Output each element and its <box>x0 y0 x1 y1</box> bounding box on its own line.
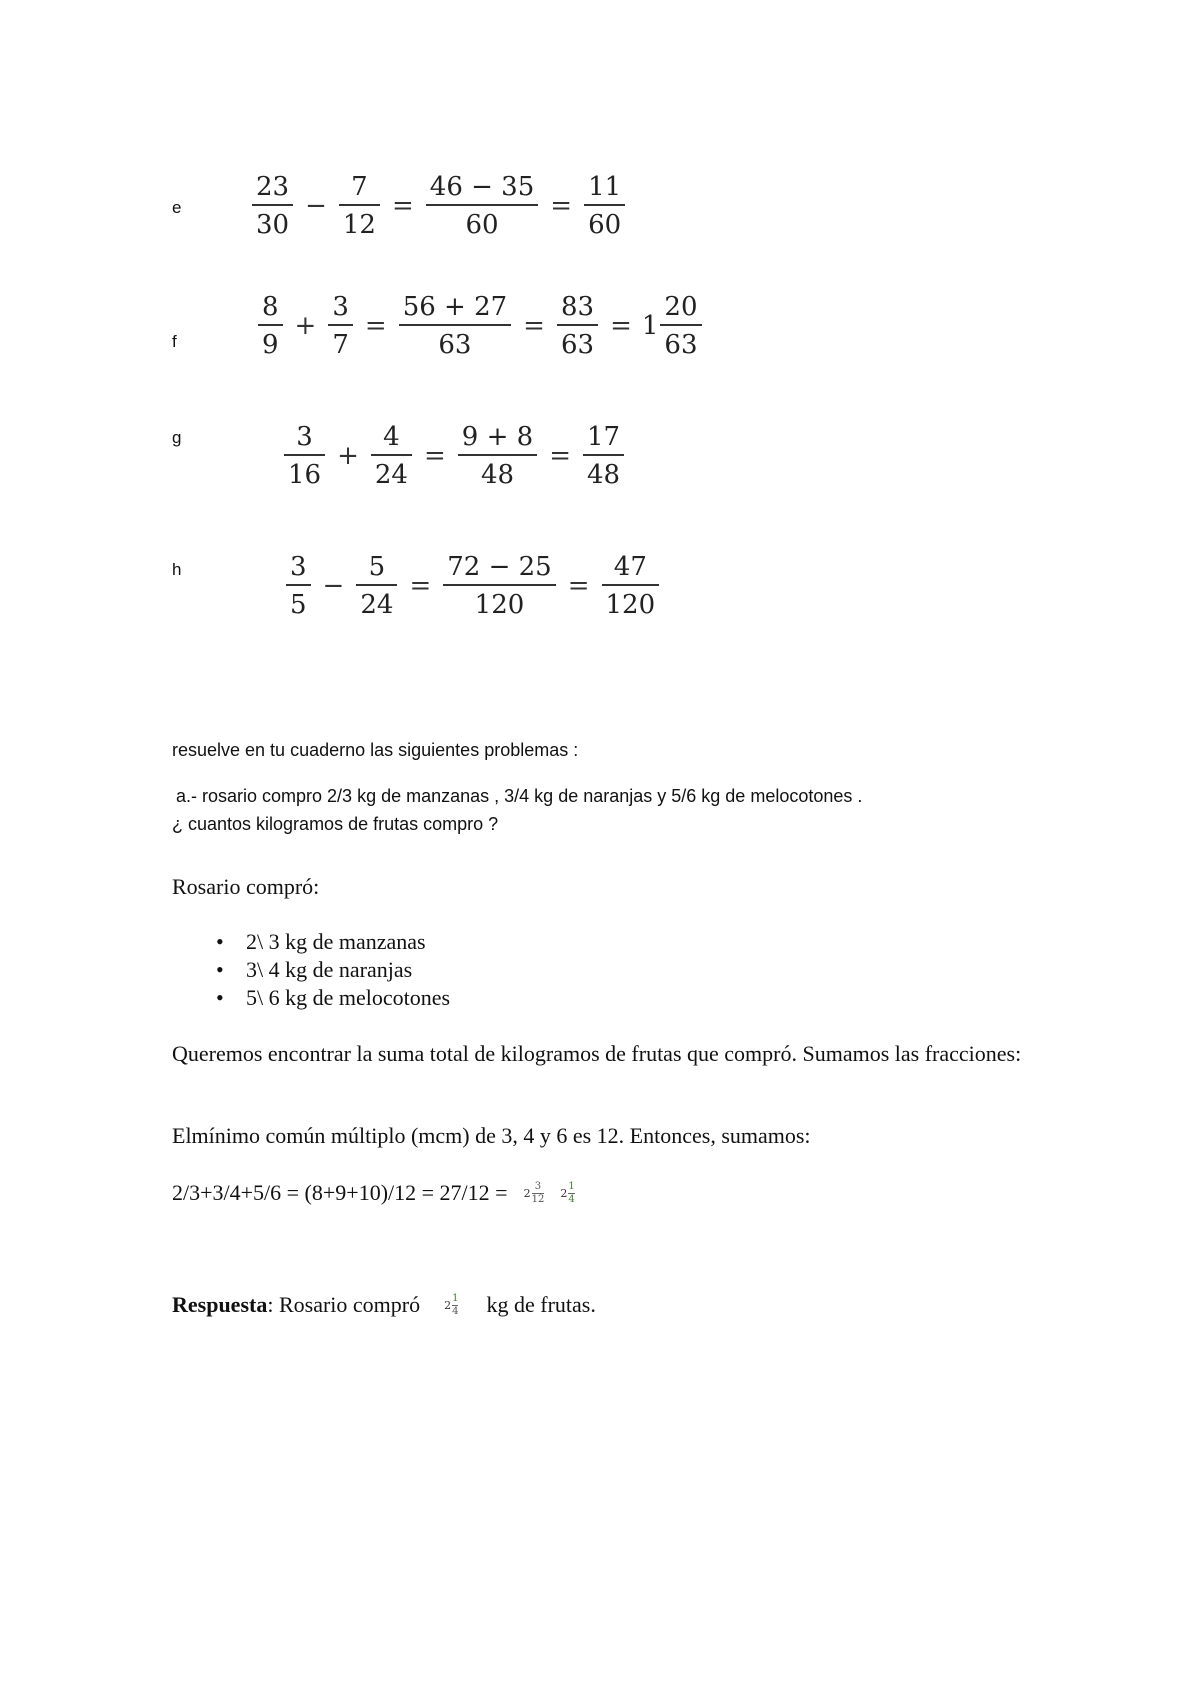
answer-label: Respuesta <box>172 1292 268 1317</box>
operator: − <box>322 571 345 601</box>
bullet-icon: • <box>216 985 224 1010</box>
numerator: 3 <box>290 552 307 582</box>
numerator: 47 <box>613 552 647 582</box>
denominator: 5 <box>290 590 307 620</box>
list-item: • 2\ 3 kg de manzanas <box>216 929 426 954</box>
denominator: 24 <box>374 460 408 490</box>
solution-paragraph-2: Elmínimo común múltiplo (mcm) de 3, 4 y 6 es 12. Entonces, sumamos: <box>172 1123 811 1148</box>
fraction <box>252 174 293 238</box>
numerator: 5 <box>368 552 386 582</box>
answer-tail: kg de frutas. <box>486 1292 596 1317</box>
denominator: 63 <box>664 330 698 360</box>
fraction <box>371 424 412 488</box>
exercise-label: g <box>172 428 182 447</box>
mixed-number: 2 3 12 <box>523 1180 545 1205</box>
denominator: 12 <box>342 210 376 240</box>
fraction <box>258 294 283 358</box>
denominator: 48 <box>480 460 515 490</box>
denominator: 24 <box>360 590 394 620</box>
numerator: 72 − 25 <box>447 552 552 582</box>
denominator: 16 <box>288 460 322 490</box>
list-item: • 5\ 6 kg de melocotones <box>216 985 451 1010</box>
answer-text: : Rosario compró <box>267 1292 421 1317</box>
problem-a-line1: a.- rosario compro 2/3 kg de manzanas , 3/4 kg de naranjas y 5/6 kg de melocotones . <box>176 786 863 806</box>
exercise-h <box>0 542 1200 642</box>
bullet-icon: • <box>216 929 224 954</box>
numerator: 4 <box>383 422 400 452</box>
fraction <box>557 294 598 358</box>
fruit-list <box>196 928 450 1012</box>
answer-line <box>172 1292 596 1318</box>
denominator: 48 <box>586 460 621 490</box>
solution-paragraph-1: Queremos encontrar la suma total de kilogramos de frutas que compró. Sumamos las fracciones: <box>172 1041 1022 1066</box>
whole-number: 1 <box>641 311 659 341</box>
fraction <box>328 294 353 358</box>
denominator: 7 <box>332 330 349 360</box>
denominator: 9 <box>262 330 279 360</box>
solution-heading: Rosario compró: <box>172 874 320 899</box>
denominator: 120 <box>605 590 656 620</box>
denominator: 60 <box>465 210 499 240</box>
operator: − <box>305 191 327 221</box>
solution-equation <box>172 1180 575 1206</box>
operator: = <box>364 311 387 341</box>
numerator: 3 <box>296 422 313 452</box>
numerator: 56 + 27 <box>402 292 508 322</box>
fraction <box>458 424 537 488</box>
equation <box>280 424 628 488</box>
mixed-number: 2 1 4 <box>560 1180 575 1205</box>
numerator: 11 <box>588 172 622 202</box>
operator: = <box>550 191 573 221</box>
fraction <box>660 294 701 358</box>
denominator: 63 <box>560 330 595 360</box>
numerator: 23 <box>256 172 290 202</box>
fraction <box>584 174 625 238</box>
operator: = <box>549 441 571 471</box>
numerator: 20 <box>664 292 698 322</box>
problem-a-line2: ¿ cuantos kilogramos de frutas compro ? <box>172 814 499 834</box>
equation <box>254 294 706 358</box>
operator: = <box>423 441 446 471</box>
equation <box>248 174 629 238</box>
exercise-label: e <box>172 198 182 217</box>
denominator: 60 <box>588 210 622 240</box>
operator: = <box>523 311 545 341</box>
fraction <box>284 424 325 488</box>
denominator: 30 <box>256 210 290 240</box>
operator: + <box>337 441 359 471</box>
operator: = <box>567 571 590 601</box>
problems-intro: resuelve en tu cuaderno las siguientes problemas : <box>172 740 579 760</box>
equation-text: 2/3+3/4+5/6 = (8+9+10)/12 = 27/12 = <box>172 1180 508 1205</box>
exercise-e <box>0 160 1200 260</box>
equation <box>282 554 663 618</box>
operator: = <box>610 311 632 341</box>
exercise-f <box>0 282 1200 382</box>
list-item: • 3\ 4 kg de naranjas <box>216 957 413 982</box>
fraction <box>426 174 538 238</box>
numerator: 17 <box>586 422 621 452</box>
fraction <box>602 554 660 618</box>
fraction <box>286 554 311 618</box>
numerator: 9 + 8 <box>461 422 534 452</box>
numerator: 46 − 35 <box>429 172 535 202</box>
exercise-label: f <box>172 332 177 351</box>
numerator: 83 <box>560 292 595 322</box>
fraction <box>399 294 511 358</box>
operator: + <box>294 311 317 341</box>
operator: = <box>391 191 414 221</box>
denominator: 63 <box>438 330 472 360</box>
fraction <box>443 554 555 618</box>
mixed-number: 2 1 4 <box>444 1292 459 1317</box>
fraction <box>356 554 397 618</box>
exercise-label: h <box>172 560 182 579</box>
numerator: 7 <box>351 172 368 202</box>
fraction <box>339 174 380 238</box>
denominator: 120 <box>474 590 525 620</box>
fraction <box>583 424 624 488</box>
exercise-g <box>0 408 1200 508</box>
numerator: 8 <box>262 292 279 322</box>
operator: = <box>409 571 432 601</box>
numerator: 3 <box>332 292 349 322</box>
bullet-icon: • <box>216 957 224 982</box>
